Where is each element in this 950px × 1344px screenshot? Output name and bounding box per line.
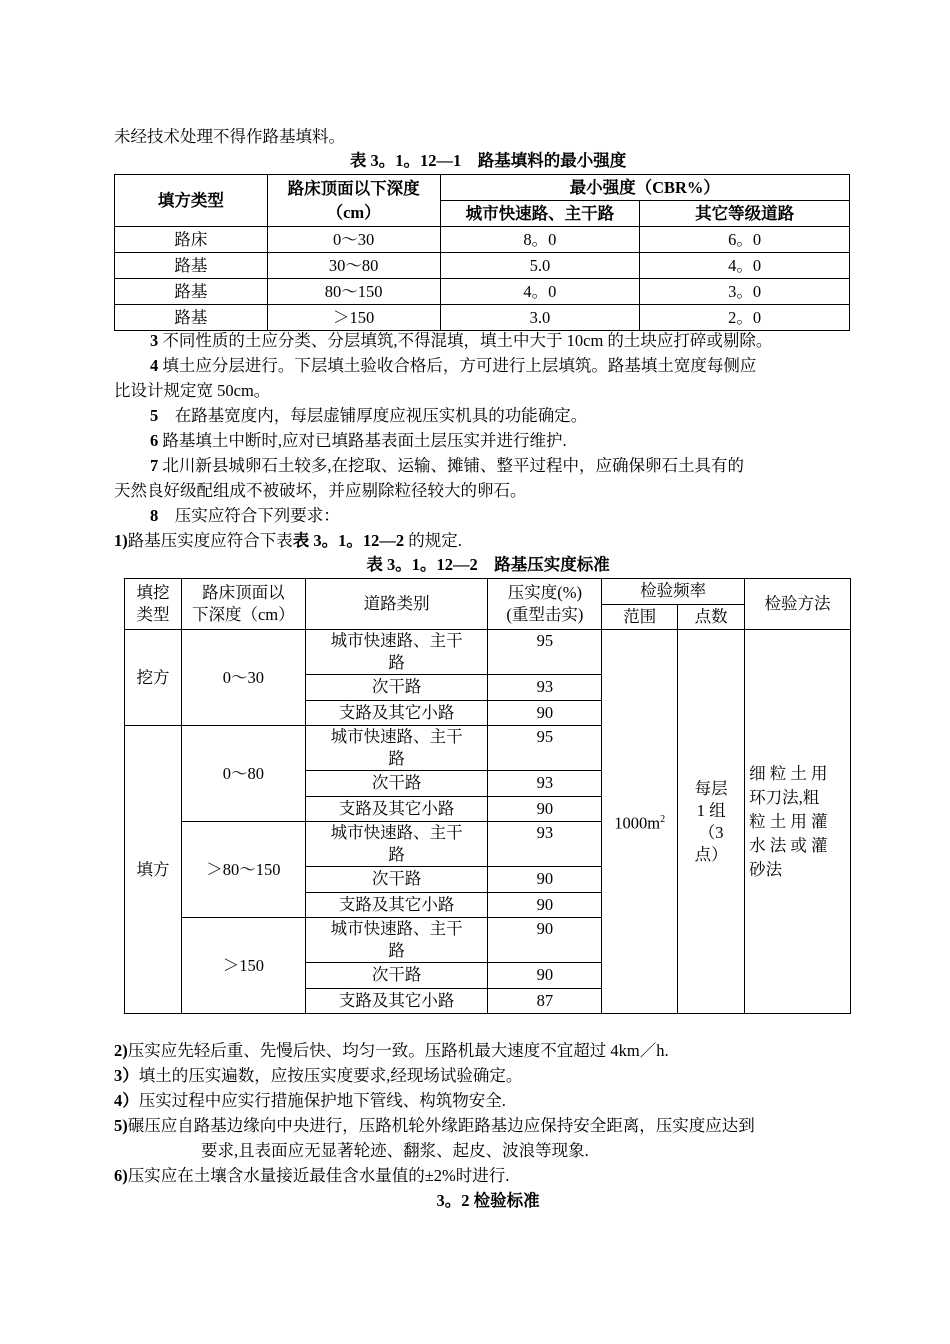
cell-road-secondary: 次干路 [305,963,488,989]
cell-cut: 挖方 [125,630,182,726]
item-1: 1)路基压实度应符合下表表 3。1。12—2 的规定. [114,531,462,550]
cell-depth: ＞150 [181,918,305,1014]
header-compaction: 压实度(%) (重型击实) [488,579,602,630]
paragraph-3: 3 不同性质的土应分类、分层填筑,不得混填，填土中大于 10cm 的土块应打碎或剔除。 [150,331,773,350]
cell-range: $1000m^2$ [602,630,678,1014]
header-cut-fill: 填挖 类型 [125,579,182,630]
header-road-class: 道路类别 [305,579,488,630]
paragraph-7-line-1: 7 北川新县城卵石土较多,在挖取、运输、摊铺、整平过程中，应确保卵石土具有的 [150,456,744,475]
item-2: 2)压实应先轻后重、先慢后快、均匀一致。压路机最大速度不宜超过 4km／h. [114,1041,669,1060]
header-range: 范围 [602,604,678,630]
cell-compaction: 90 [488,918,602,963]
paragraph-5: 5 在路基宽度内，每层虚铺厚度应视压实机具的功能确定。 [150,406,588,425]
table1-title: 表 3。1。12—1 路基填料的最小强度 [349,151,627,170]
cell-other: 2。0 [640,305,850,331]
cell-compaction: 87 [488,988,602,1014]
cell-points: 每层 1 组 （3 点） [678,630,745,1014]
cell-road-expressway: 城市快速路、主干 路 [305,822,488,867]
header-expressway: 城市快速路、主干路 [440,201,640,227]
cell-depth: 80～150 [267,279,440,305]
cell-other: 4。0 [640,253,850,279]
cell-depth: 0～80 [181,726,305,822]
item-5-line-1: 5)碾压应自路基边缘向中央进行，压路机轮外缘距路基边应保持安全距离，压实度应达到 [114,1116,755,1135]
header-depth: 路床顶面以下深度（cm） [267,175,440,227]
cell-expressway: 5.0 [440,253,640,279]
cell-compaction: 95 [488,726,602,771]
header-other-roads: 其它等级道路 [640,201,850,227]
intro-line: 未经技术处理不得作路基填料。 [114,127,345,146]
cell-road-secondary: 次干路 [305,675,488,701]
header-frequency: 检验频率 [602,579,745,605]
cell-road-branch: 支路及其它小路 [305,796,488,822]
paragraph-4-line-2: 比设计规定宽 50cm。 [114,381,271,400]
cell-compaction: 90 [488,892,602,918]
cell-road-branch: 支路及其它小路 [305,700,488,726]
cell-other: 6。0 [640,227,850,253]
cell-method: 细 粒 土 用 环刀法,粗 粒 土 用 灌 水 法 或 灌 砂法 [745,630,851,1014]
header-min-strength: 最小强度（CBR%） [440,175,849,201]
cell-road-expressway: 城市快速路、主干 路 [305,726,488,771]
cell-compaction: 95 [488,630,602,675]
cell-depth: 30～80 [267,253,440,279]
cell-compaction: 93 [488,771,602,797]
cell-road-expressway: 城市快速路、主干 路 [305,630,488,675]
cell-type: 路基 [115,305,268,331]
cell-road-expressway: 城市快速路、主干 路 [305,918,488,963]
cell-depth: ＞150 [267,305,440,331]
header-depth: 路床顶面以 下深度（cm） [181,579,305,630]
table-row [115,279,850,305]
paragraph-7-line-2: 天然良好级配组成不被破坏，并应剔除粒径较大的卵石。 [114,481,527,500]
header-fill-type: 填方类型 [115,175,268,227]
paragraph-6: 6 路基填土中断时,应对已填路基表面土层压实并进行维护. [150,431,567,450]
header-points: 点数 [678,604,745,630]
item-3: 3）填土的压实遍数，应按压实度要求,经现场试验确定。 [114,1066,523,1085]
cell-compaction: 93 [488,822,602,867]
cell-compaction: 90 [488,867,602,893]
table2-title: 表 3。1。12—2 路基压实度标准 [366,555,610,574]
item-4: 4）压实过程中应实行措施保护地下管线、构筑物安全. [114,1091,506,1110]
table-row [115,227,850,253]
section-heading: 3。2 检验标准 [436,1191,540,1210]
cell-depth: 0～30 [267,227,440,253]
min-strength-table [114,174,850,331]
cell-depth: ＞80～150 [181,822,305,918]
cell-compaction: 90 [488,700,602,726]
cell-compaction: 90 [488,963,602,989]
cell-expressway: 3.0 [440,305,640,331]
cell-road-secondary: 次干路 [305,771,488,797]
paragraph-8: 8 压实应符合下列要求： [150,506,340,525]
cell-compaction: 90 [488,796,602,822]
cell-expressway: 4。0 [440,279,640,305]
header-method: 检验方法 [745,579,851,630]
cell-other: 3。0 [640,279,850,305]
table-row [115,253,850,279]
cell-type: 路基 [115,279,268,305]
cell-road-branch: 支路及其它小路 [305,892,488,918]
compaction-table [124,578,851,1014]
cell-road-branch: 支路及其它小路 [305,988,488,1014]
cell-compaction: 93 [488,675,602,701]
cell-type: 路基 [115,253,268,279]
cell-fill: 填方 [125,726,182,1014]
cell-road-secondary: 次干路 [305,867,488,893]
cell-type: 路床 [115,227,268,253]
cell-depth: 0～30 [181,630,305,726]
item-5-line-2: 要求,且表面应无显著轮迹、翻浆、起皮、波浪等现象. [201,1141,589,1160]
cell-expressway: 8。0 [440,227,640,253]
item-6: 6)压实应在土壤含水量接近最佳含水量值的±2%时进行. [114,1166,510,1185]
table-row [115,305,850,331]
paragraph-4-line-1: 4 填土应分层进行。下层填土验收合格后，方可进行上层填筑。路基填土宽度每侧应 [150,356,757,375]
